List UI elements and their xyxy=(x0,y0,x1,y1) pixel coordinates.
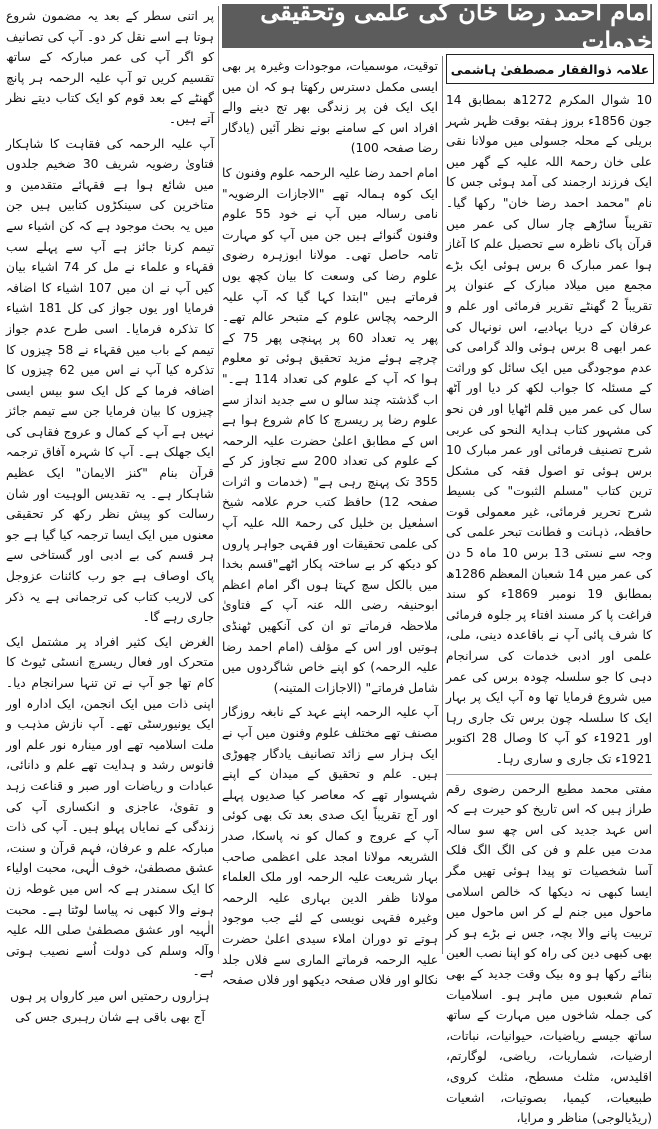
column-divider xyxy=(442,56,443,954)
paragraph: الغرض ایک کثیر افراد پر مشتمل ایک متحرک اور فعال ریسرچ انسٹی ٹیوٹ کا کام تھا جو آپ نے تن تنہا سرانجام دیا۔ اپنی ذات میں ایک انجمن، ایک ادارہ اور ایک یونیورسٹی تھے۔ آپ نازش مذہب و ملت اسلامیہ تھے اور مینارہ نور علم اور فانوس رشد و ہدایت تھے علم و دانائی، عبادات و ریاضات اور صبر و قناعت زہد و تقویٰ، عاجزی و انکساری آپ کی زندگی کے نمایاں پہلو ہیں۔ آپ کی ذات مبارکہ علم و عرفان، فہم قرآن و سنت، عشق مصطفیٰ، خوف الٰہی، محبت اولیاء کا ایک سمندر ہے کہ اس میں غوطہ زن ہونے والا کبھی نہ پیاسا لوٹتا ہے۔ محبت الٰہیہ اور عشق مصطفیٰ صلی اللہ علیہ وآلہ وسلم کی دولت اُسے نصیب ہوتی ہے۔ xyxy=(6,634,214,979)
verse-line: آج بھی باقی ہے شان رہبری جس کی xyxy=(15,1009,205,1024)
paragraph: مفتی محمد مطیع الرحمن رضوی رقم طراز ہیں کہ اس تاریخ کو حیرت ہے کہ اس عہد جدید کی اس چھ سو سالہ مدت میں علم و فن کی الگ الگ فلک آسا شخصیات تو پیدا ہوئی تھیں مگر ایسا کبھی نہ دیکھا کہ خالص اسلامی ماحول میں جنم لے کر اس ماحول میں تربیت پانے والا بچہ، جس نے بڑے ہو کر بھی کبھی دین کی راہ کو اپنا نصب العین بنائے رکھا ہو وہ بیک وقت جدید کے بھی تمام شعبوں میں ماہر ہو۔ اسلامیات کی جملہ شاخوں میں مہارت کے ساتھ ساتھ جیسے ریاضیات، حیوانیات، نباتات، ارضیات، شماریات، ریاضی، لوگارتم، اقلیدس، مثلث مسطح، مثلث کروی، طبیعیات، کیمیا، بصوتیات، اشعیات (ریڈیالوجی) مناظر و مرایا، xyxy=(446,781,652,1126)
paragraph: توقیت، موسمیات، موجودات وغیرہ پر بھی ایسی مکمل دسترس رکھتا ہو کہ ان میں ایک ایک فن پر زندگی بھر تج دینے والے افراد اس کے سامنے بونے نظر آئیں (یادگار رضا صفحہ 100) xyxy=(222,59,438,156)
headline-banner xyxy=(222,0,652,55)
paragraph: امام احمد رضا علیہ الرحمہ علوم وفنون کا ایک کوہ ہمالہ تھے "الاجازات الرضویہ" نامی رسالہ میں آپ نے خود 55 علوم وفنون گنوائے ہیں جن میں آپ کو مہارت تامہ حاصل تھی۔ مولانا ابوزہرہ رضوی علوم رضا کی وسعت کا بیان کچھ یوں فرماتے ہیں "ابتدا کہا گیا کہ آپ علیہ الرحمہ پچاس علوم کے متبحر عالم تھے۔ پھر یہ تعداد 60 پر پہنچی پھر 75 کے چرچے ہوئے مزید تحقیق ہوئی تو معلوم ہوا کہ آپ کے علوم کی تعداد 114 ہے۔" اب گذشتہ چند سالو ں سے جدید انداز سے علوم رضا پر ریسرچ کا کام شروع ہوا ہے اس کے مطابق اعلیٰ حضرت علیہ الرحمہ کے علوم کی تعداد 200 سے تجاوز کر کے 355 تک پہنچ رہی ہے" (خدمات و اثرات صفحہ 12) حافظ کتب حرم علامہ شیخ اسمٰعیل بن خلیل کی رحمۃ اللہ علیہ آپ کی علمی تحقیقات اور فقہی جواہر پاروں کو دیکھ کر بے ساختہ پکار اٹھے"قسم بخدا میں بالکل سچ کہتا ہوں اگر امام اعظم ابوحنیفہ رضی اللہ عنہ آپ کے فتاویٰ ملاحظہ فرماتے تو ان کی آنکھیں ٹھنڈی ہوتیں اور اس کے مؤلف (امام احمد رضا علیہ الرحمہ) کو اپنے خاص شاگردوں میں شامل فرماتے" (الاجازات المتینہ) xyxy=(222,165,439,695)
column-middle xyxy=(222,56,439,988)
paragraph: آپ علیہ الرحمہ کی فقاہت کا شاہکار فتاویٰ رضویہ شریف 30 ضخیم جلدوں میں شائع ہوا ہے فقہائے متقدمین و متاخرین کی سینکڑوں کتابیں ہیں جن میں یہ بحث موجود ہے کہ کن اشیاء سے تیمم کرنا جائز ہے آپ سے پہلے سب فقہاء و علماء نے مل کر 74 اشیاء بیان کیں آپ نے ان میں 107 اشیاء کا اضافہ فرمایا اور یوں جواز کی کل 181 اشیاء کا تذکرہ فرمایا۔ اسی طرح عدم جواز تیمم کے باب میں فقہاء نے 58 چیزوں کا تذکرہ کیا آپ نے اس میں 62 چیزوں کا اضافہ فرما کے کل ایک سو بیس ایسی چیزوں کا بیان فرمایا جن سے تیمم جائز نہیں ہے آپ کے کمال و عروج فقاہی کی ایک جھلک ہے۔ آپ کا شہرہ آفاق ترجمہ قرآن بنام "کنز الایمان" ایک عظیم شاہکار ہے۔ یہ تقدیس الوہیت اور شان رسالت کو پیش نظر رکھ کر تحقیقی معنوں میں ایک ایسا ترجمہ کیا گیا ہے جو ہر قسم کی بے ادبی اور گستاخی سے پاک اوصاف ہے جو رب کائنات عزوجل کی لاریب کتاب کی ترجمانی ہے یہ ذکر جاری رہے گا۔ xyxy=(6,136,215,625)
paragraph: 10 شوال المکرم 1272ھ بمطابق 14 جون 1856ء بروز ہفتہ بوقت ظہر شہر بریلی کے محلہ جسولی میں مولانا نقی علی خان رحمۃ اللہ علیہ کے گھر میں ایک فرزند ارجمند کی آمد ہوئی جس کا نام "محمد احمد رضا خان" رکھا گیا۔ تقریباً ساڑھے چار سال کی عمر میں قرآن پاک ناظرہ سے تحصیل علم کا آغاز ہوا عمر مبارک 6 برس ہوئی ایک بڑے مجمع میں میلاد مبارک کے عنوان پر تقریباً 2 گھنٹے تقریر فرمائی اور علم و عرفان کے دریا بہادیے، اس نونہال کی عمر ابھی 8 برس ہوئی والد گرامی کی عدم موجودگی میں ایک سائل کو وراثت کے مسئلہ کا جواب لکھ کر دیا اور آٹھ سال کی عمر میں قلم اٹھایا اور فن نحو کی مشہور کتاب ہدایۃ النحو کی عربی شرح تصنیف فرمائی اور عمر مبارک 10 برس ہوئی تو اصول فقہ کی مشکل ترین کتاب "مسلم الثبوت" کی بسیط شرح تحریر فرمائی، غیر معمولی قوت حافظہ، ذہانت و فطانت تبحر علمی کی وجہ سے نستی 13 برس 10 ماہ 5 دن کی عمر میں 14 شعبان المعظم 1286ھ بمطابق 19 نومبر 1869ء کو سند فراغت پا کر مسند افتاء پر جلوہ فرمائی کا شرف پائی آپ نے باقاعدہ دینی، ملی، علمی اور ادبی خدمات کی سرانجام دہی کا جو سلسلہ چودہ برس کی عمر میں شروع فرمایا تھا وہ آپ ایک پر بہار ایک کا سلسلہ چون برس تک جاری رہا اور 1921ء کو آپ کا وصال 28 اکتوبر 1921ء تک جاری و ساری رہا۔ xyxy=(446,93,653,766)
column-left xyxy=(6,6,215,1024)
paragraph: پر اتنی سطر کے بعد یہ مضمون شروع ہوتا ہے اسے نقل کر دو۔ آپ کی تصانیف کو اگر آپ کی عمر مبارکہ کے ساتھ تقسیم کریں تو آپ علیہ الرحمہ ہر پانچ گھنٹے کے بعد قوم کو ایک کتاب دیتے نظر آتے ہیں۔ xyxy=(6,9,214,126)
paragraph-divider xyxy=(446,774,652,775)
column-divider xyxy=(218,6,219,954)
author-byline: علامہ ذوالفقار مصطفیٰ ہاشمی xyxy=(446,54,654,84)
headline-title: امام احمد رضا خان کی علمی وتحقیقی خدمات xyxy=(260,0,652,55)
column-right xyxy=(446,90,653,1126)
paragraph: آپ علیہ الرحمہ اپنے عہد کے نابغہ روزگار مصنف تھے مختلف علوم وفنون میں آپ نے ایک ہزار سے زائد تصانیف یادگار چھوڑی ہیں۔ علم و تحقیق کے میدان کے اپنے شہسوار تھے کہ معاصر کیا صدیوں پہلے اور آج تقریباً ایک صدی بعد تک بھی کوئی آپ کے عروج و کمال کو نہ پاسکا، صدر الشریعہ مولانا امجد علی اعظمی صاحب بہار شریعت علیہ الرحمہ اور ملک العلماء مولانا ظفر الدین بہاری علیہ الرحمہ وغیرہ فقہی نویسی کے لئے جب موجود ہوتے تو دوران املاء سیدی اعلیٰ حضرت علیہ الرحمہ فرماتے الماری سے فلاں جلد نکالو اور فلاں صفحہ دیکھو اور فلاں صفحہ xyxy=(222,705,438,988)
verse-line: ہزاروں رحمتیں اس میر کارواں پر ہوں xyxy=(10,988,210,1003)
